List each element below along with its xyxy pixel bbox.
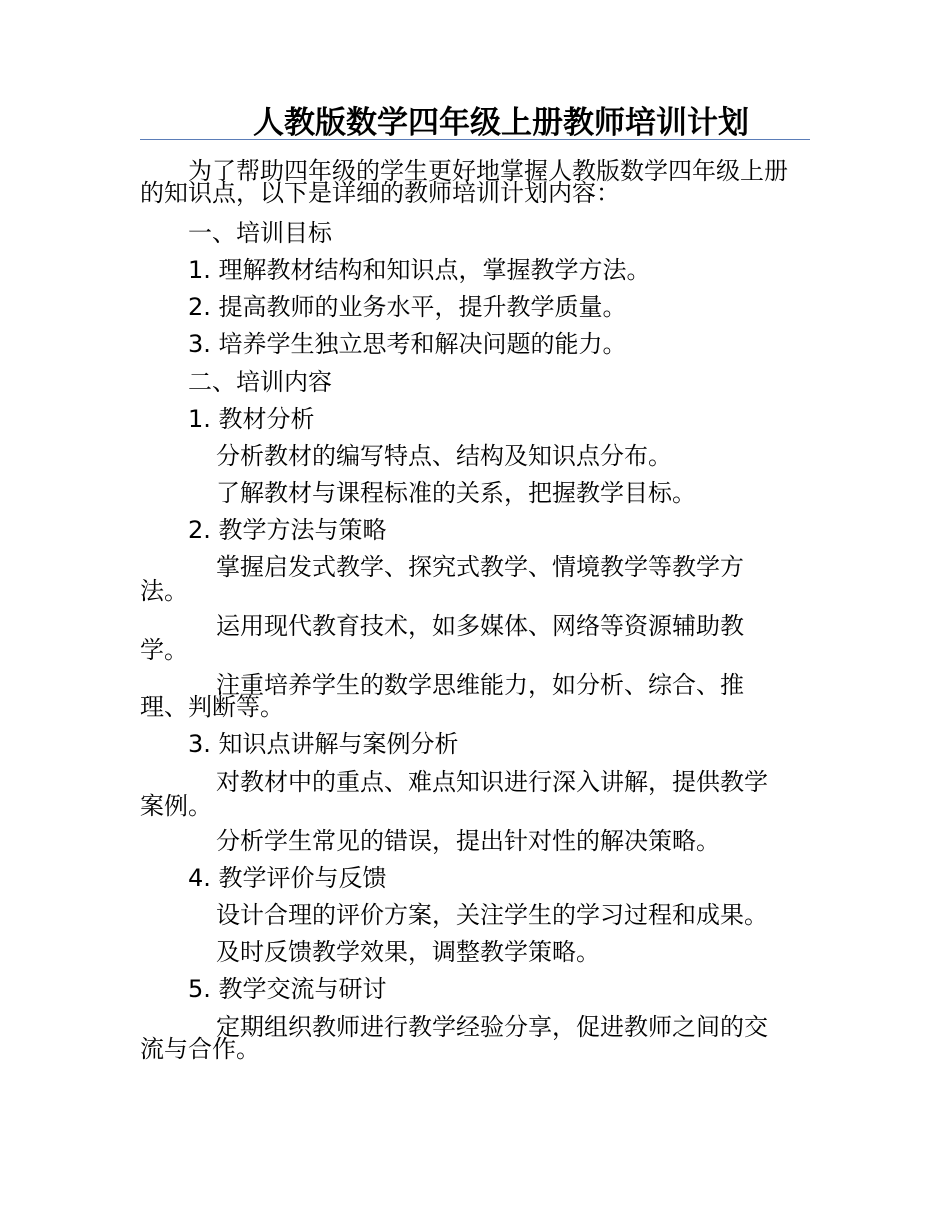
section-heading-content: 二、培训内容 <box>188 368 332 396</box>
title-underline <box>140 139 810 140</box>
paragraph-wrap: 理、判断等。 <box>140 693 284 721</box>
subheading-textbook-analysis: 1. 教材分析 <box>188 405 315 433</box>
goal-item-1: 1. 理解教材结构和知识点，掌握教学方法。 <box>188 256 651 284</box>
paragraph: 对教材中的重点、难点知识进行深入讲解，提供教学 <box>216 768 768 796</box>
subheading-exchange-discussion: 5. 教学交流与研讨 <box>188 975 387 1003</box>
intro-line-2: 的知识点，以下是详细的教师培训计划内容： <box>140 179 620 207</box>
paragraph: 注重培养学生的数学思维能力，如分析、综合、推 <box>216 671 744 699</box>
subheading-teaching-methods: 2. 教学方法与策略 <box>188 516 387 544</box>
paragraph: 了解教材与课程标准的关系，把握教学目标。 <box>216 479 696 507</box>
paragraph: 设计合理的评价方案，关注学生的学习过程和成果。 <box>216 901 768 929</box>
paragraph: 掌握启发式教学、探究式教学、情境教学等教学方 <box>216 553 744 581</box>
paragraph-wrap: 学。 <box>140 636 188 664</box>
paragraph: 分析教材的编写特点、结构及知识点分布。 <box>216 442 672 470</box>
section-heading-goals: 一、培训目标 <box>188 219 332 247</box>
paragraph: 定期组织教师进行教学经验分享，促进教师之间的交 <box>216 1013 768 1041</box>
paragraph-wrap: 流与合作。 <box>140 1035 260 1063</box>
paragraph-wrap: 法。 <box>140 577 188 605</box>
subheading-knowledge-explanation: 3. 知识点讲解与案例分析 <box>188 730 459 758</box>
subheading-evaluation-feedback: 4. 教学评价与反馈 <box>188 864 387 892</box>
paragraph-wrap: 案例。 <box>140 792 212 820</box>
document-title: 人教版数学四年级上册教师培训计划 <box>253 105 749 141</box>
goal-item-2: 2. 提高教师的业务水平，提升教学质量。 <box>188 293 627 321</box>
paragraph: 运用现代教育技术，如多媒体、网络等资源辅助教 <box>216 612 744 640</box>
intro-line-1: 为了帮助四年级的学生更好地掌握人教版数学四年级上册 <box>188 157 788 185</box>
goal-item-3: 3. 培养学生独立思考和解决问题的能力。 <box>188 330 627 358</box>
paragraph: 分析学生常见的错误，提出针对性的解决策略。 <box>216 827 720 855</box>
paragraph: 及时反馈教学效果，调整教学策略。 <box>216 938 600 966</box>
